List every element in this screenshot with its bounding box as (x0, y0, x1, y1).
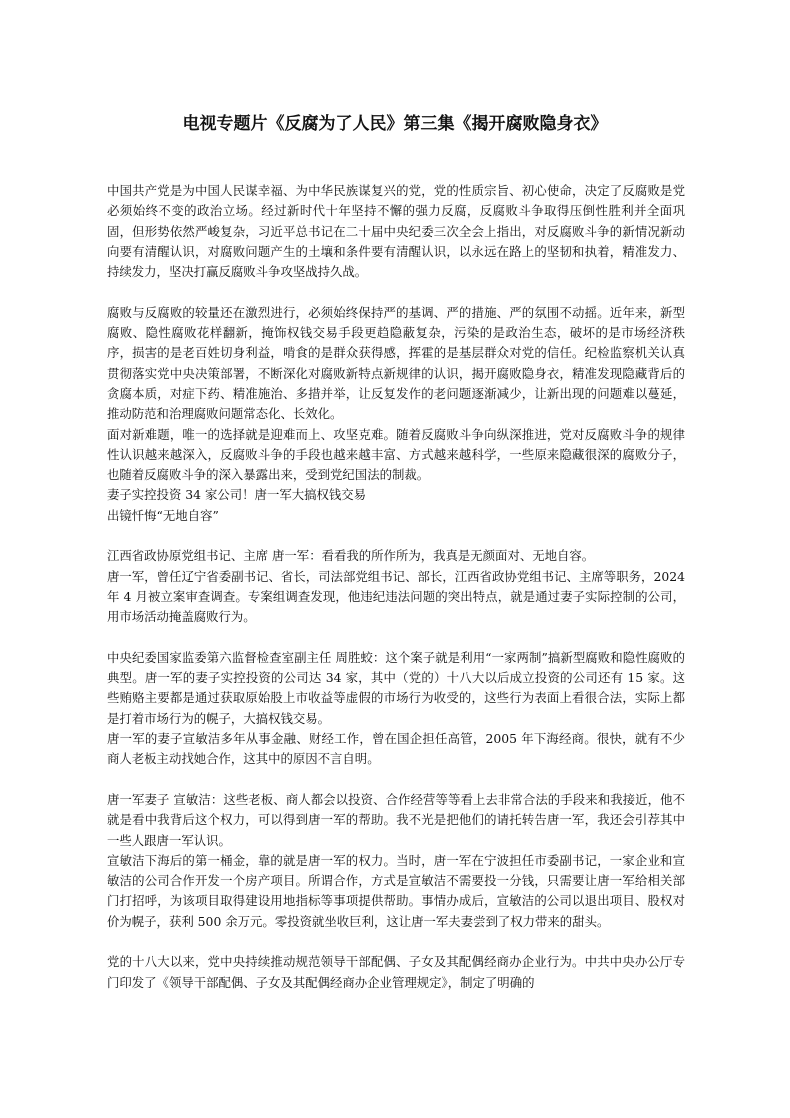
paragraph-gap (107, 932, 685, 952)
paragraph-regulation: 党的十八大以来，党中央持续推动规范领导干部配偶、子女及其配偶经商办企业行为。中共中央办公厅专门印发了《领导干部配偶、子女及其配偶经商办企业管理规定》，制定了明确的 (107, 954, 685, 990)
paragraph-quote-tang: 江西省政协原党组书记、主席 唐一军：看看我的所作所为，我真是无颜面对、无地自容。 (107, 548, 595, 564)
paragraph-gap (107, 628, 685, 648)
section-heading-line1: 妻子实控投资 34 家公司！唐一军大搞权钱交易 (107, 487, 367, 503)
paragraph-quote-zhou: 中央纪委国家监委第六监督检查室副主任 周胜蛟：这个案子就是利用“一家两制”搞新型腐败和隐性腐败的典型。唐一军的妻子实控投资的公司达 34 家，其中（党的）十八大以后成立投资的公司还有 15 家。这些贿赂主要都是通过获取原始股上市收益等虚假的市场行为收受的，这些行为表面上看很合法，实际上都是打着市场行为的幌子，大搞权钱交易。 (107, 649, 685, 726)
section-heading-line2: 出镜忏悔“无地自容” (107, 507, 219, 523)
paragraph-tang-background: 唐一军，曾任辽宁省委副书记、省长，司法部党组书记、部长，江西省政协党组书记、主席等职务，2024 年 4 月被立案审查调查。专案组调查发现，他违纪违法问题的突出特点，就是通过妻子实际控制的公司，用市场活动掩盖腐败行为。 (107, 568, 685, 625)
paragraph-first-gold: 宣敏洁下海后的第一桶金，靠的就是唐一军的权力。当时，唐一军在宁波担任市委副书记，一家企业和宣敏洁的公司合作开发一个房产项目。所谓合作，方式是宣敏洁不需要投一分钱，只需要让唐一军给相关部门打招呼，为该项目取得建设用地指标等事项提供帮助。事情办成后，宣敏洁的公司以退出项目、股权对价为幌子，获利 500 余万元。零投资就坐收巨利，这让唐一军夫妻尝到了权力带来的甜头。 (107, 852, 685, 929)
paragraph-new-challenges: 面对新难题，唯一的选择就是迎难而上、攻坚克难。随着反腐败斗争向纵深推进，党对反腐败斗争的规律性认识越来越深入，反腐败斗争的手段也越来越丰富、方式越来越科学，一些原来隐藏很深的腐败分子，也随着反腐败斗争的深入暴露出来，受到党纪国法的制裁。 (107, 426, 685, 483)
document-title: 电视专题片《反腐为了人民》第三集《揭开腐败隐身衣》 (182, 114, 608, 134)
paragraph-gap (107, 282, 685, 302)
paragraph-struggle: 腐败与反腐败的较量还在激烈进行，必须始终保持严的基调、严的措施、严的氛围不动摇。近年来，新型腐败、隐性腐败花样翻新，掩饰权钱交易手段更趋隐蔽复杂，污染的是政治生态，破坏的是市场经济秩序，损害的是老百姓切身利益，啃食的是群众获得感，挥霍的是基层群众对党的信任。纪检监察机关认真贯彻落实党中央决策部署，不断深化对腐败新特点新规律的认识，揭开腐败隐身衣，精准发现隐藏背后的贪腐本质，对症下药、精准施治、多措并举，让反复发作的老问题逐渐减少，让新出现的问题难以蔓延，推动防范和治理腐败问题常态化、长效化。 (107, 304, 685, 422)
paragraph-gap (107, 770, 685, 790)
document-body (107, 181, 685, 993)
paragraph-quote-xuan: 唐一军妻子 宣敏洁：这些老板、商人都会以投资、合作经营等等看上去非常合法的手段来和我接近，他不就是看中我背后这个权力，可以得到唐一军的帮助。我不光是把他们的请托转告唐一军，我还会引荐其中一些人跟唐一军认识。 (107, 791, 685, 848)
paragraph-wife-background: 唐一军的妻子宣敏洁多年从事金融、财经工作，曾在国企担任高管，2005 年下海经商。很快，就有不少商人老板主动找她合作，这其中的原因不言自明。 (107, 731, 685, 767)
paragraph-intro: 中国共产党是为中国人民谋幸福、为中华民族谋复兴的党，党的性质宗旨、初心使命，决定了反腐败是党必须始终不变的政治立场。经过新时代十年坚持不懈的强力反腐，反腐败斗争取得压倒性胜利并全面巩固，但形势依然严峻复杂，习近平总书记在二十届中央纪委三次全会上指出，对反腐败斗争的新情况新动向要有清醒认识，对腐败问题产生的土壤和条件要有清醒认识，以永远在路上的坚韧和执着，精准发力、持续发力，坚决打赢反腐败斗争攻坚战持久战。 (107, 183, 685, 280)
paragraph-gap (107, 526, 685, 546)
